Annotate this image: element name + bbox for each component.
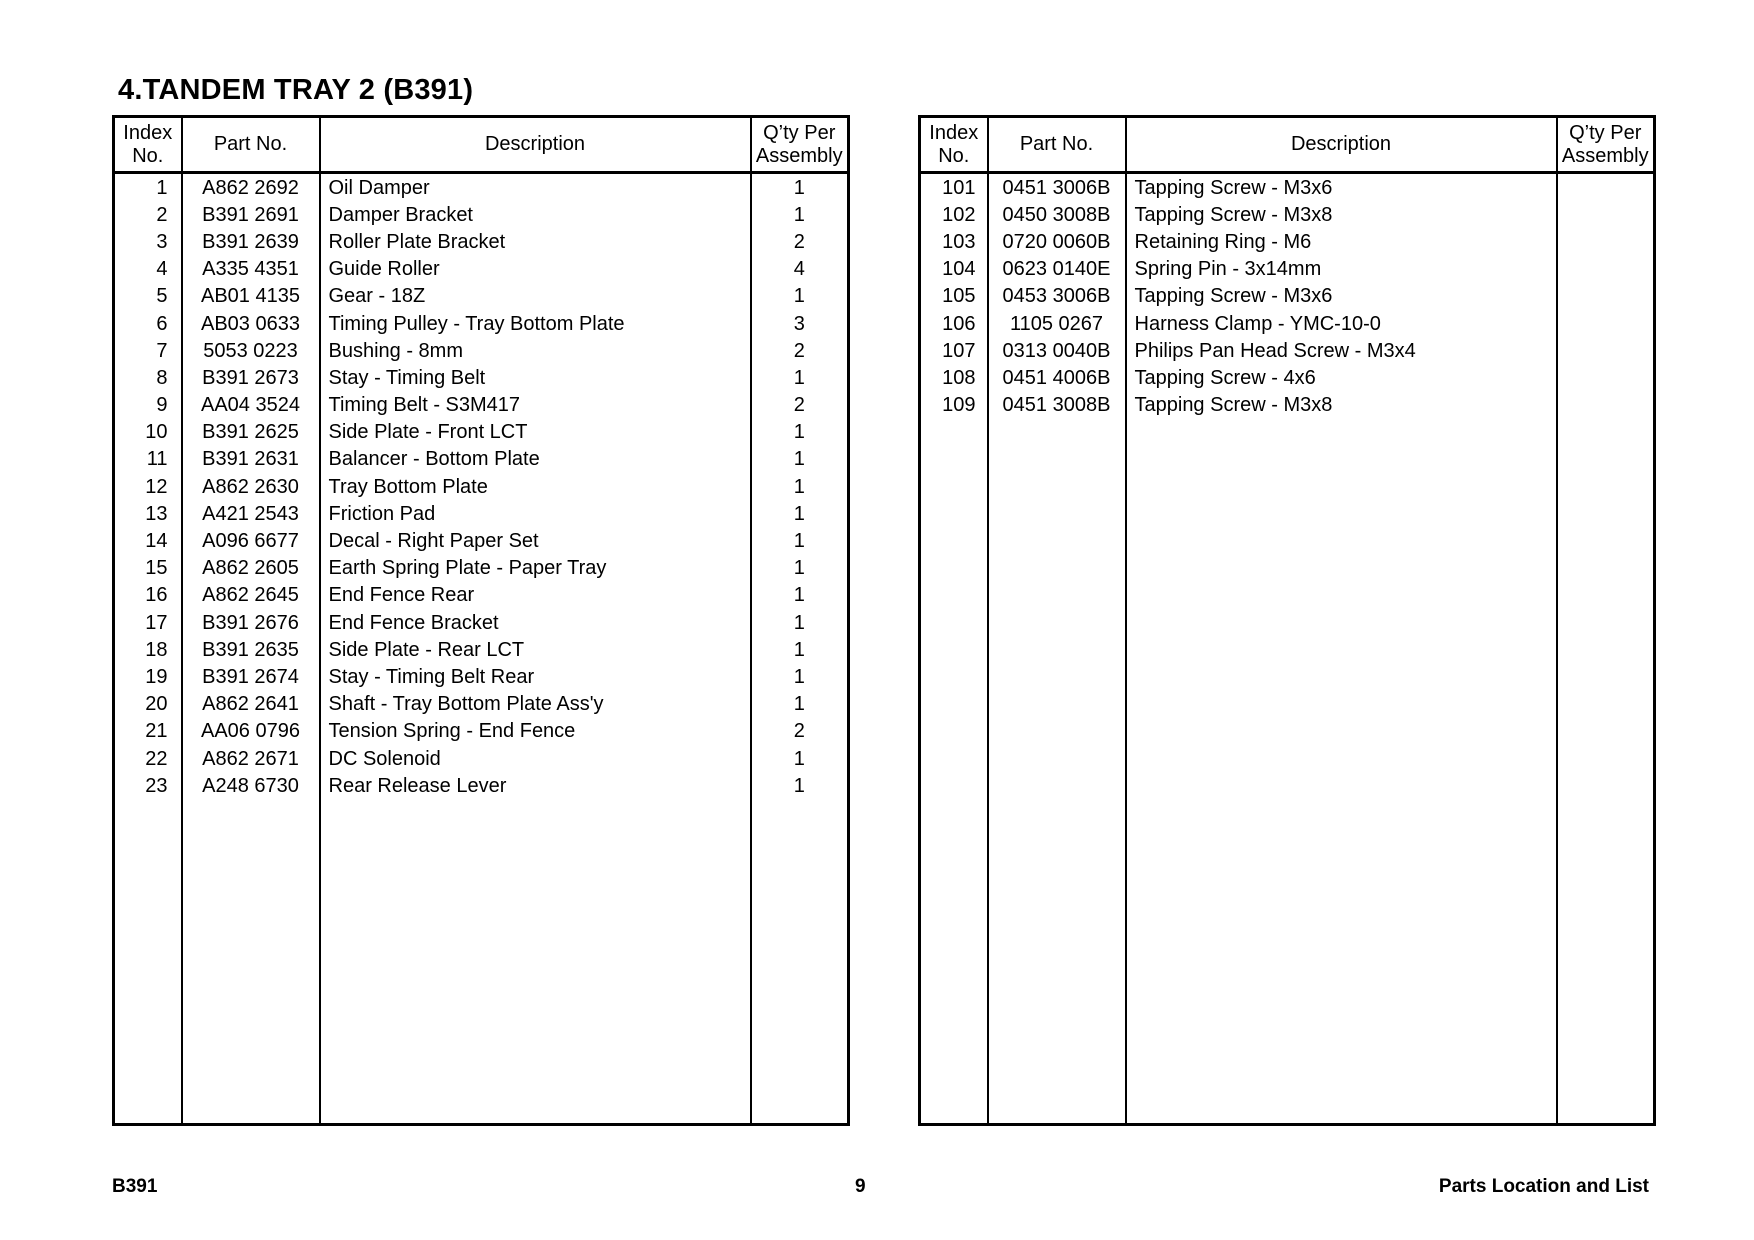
index-cell: 102 [942, 203, 976, 226]
table-row [114, 256, 849, 283]
qty-cell: 1 [751, 691, 849, 718]
footer-page-number: 9 [855, 1176, 866, 1197]
description-cell: Timing Pulley - Tray Bottom Plate [320, 310, 751, 337]
part-no-cell: 0451 3008B [988, 392, 1126, 419]
table-row [114, 446, 849, 473]
table-row [920, 228, 1655, 255]
part-no-cell: 0451 3006B [988, 173, 1126, 202]
description-cell: DC Solenoid [320, 745, 751, 772]
table-row [114, 419, 849, 446]
table-row [114, 337, 849, 364]
table-filler-row [114, 799, 849, 1124]
description-cell: Damper Bracket [320, 201, 751, 228]
description-cell: Friction Pad [320, 500, 751, 527]
part-no-cell: B391 2673 [182, 364, 320, 391]
qty-cell: 2 [751, 392, 849, 419]
part-no-cell: 0623 0140E [988, 256, 1126, 283]
parts-table-right [918, 115, 1656, 1126]
qty-cell: 2 [751, 337, 849, 364]
description-cell: Gear - 18Z [320, 283, 751, 310]
description-cell: Tapping Screw - M3x8 [1126, 201, 1557, 228]
table-row [114, 228, 849, 255]
table-row [114, 473, 849, 500]
index-cell: 5 [156, 285, 168, 308]
table-row [114, 500, 849, 527]
index-cell: 23 [145, 774, 168, 797]
qty-cell: 1 [751, 636, 849, 663]
qty-cell: 1 [751, 364, 849, 391]
qty-cell: 1 [751, 419, 849, 446]
index-cell: 109 [942, 394, 976, 417]
table-row [920, 283, 1655, 310]
header-description: Description [320, 117, 751, 173]
qty-cell: 1 [751, 527, 849, 554]
parts-table-left-body [114, 173, 849, 1125]
qty-cell [1557, 256, 1655, 283]
part-no-cell: A248 6730 [182, 772, 320, 799]
description-cell: Guide Roller [320, 256, 751, 283]
part-no-cell: A421 2543 [182, 500, 320, 527]
part-no-cell: 1105 0267 [988, 310, 1126, 337]
table-row [920, 337, 1655, 364]
table-row [114, 527, 849, 554]
empty-cell [1557, 419, 1655, 1125]
table-row [114, 364, 849, 391]
index-cell: 107 [942, 339, 976, 362]
table-row [920, 310, 1655, 337]
table-header-row [114, 117, 849, 173]
footer-model-code: B391 [112, 1176, 158, 1197]
description-cell: Timing Belt - S3M417 [320, 392, 751, 419]
header-index-no: Index No. [114, 117, 182, 173]
description-cell: Tapping Screw - M3x8 [1126, 392, 1557, 419]
index-cell: 21 [145, 720, 168, 743]
empty-cell [114, 799, 182, 1124]
index-cell: 18 [145, 638, 168, 661]
index-cell: 16 [145, 584, 168, 607]
part-no-cell: B391 2676 [182, 609, 320, 636]
table-header-row [920, 117, 1655, 173]
part-no-cell: 0720 0060B [988, 228, 1126, 255]
index-cell: 2 [156, 203, 168, 226]
part-no-cell: 0453 3006B [988, 283, 1126, 310]
part-no-cell: A862 2645 [182, 582, 320, 609]
part-no-cell: A096 6677 [182, 527, 320, 554]
header-description: Description [1126, 117, 1557, 173]
description-cell: Retaining Ring - M6 [1126, 228, 1557, 255]
qty-cell: 2 [751, 228, 849, 255]
qty-cell: 1 [751, 555, 849, 582]
index-cell: 103 [942, 230, 976, 253]
index-cell: 11 [146, 448, 168, 471]
index-cell: 17 [145, 611, 168, 634]
table-row [114, 392, 849, 419]
description-cell: Earth Spring Plate - Paper Tray [320, 555, 751, 582]
index-cell: 1 [156, 176, 168, 199]
qty-cell [1557, 283, 1655, 310]
index-cell: 15 [145, 557, 168, 580]
description-cell: Bushing - 8mm [320, 337, 751, 364]
description-cell: Oil Damper [320, 173, 751, 202]
index-cell: 10 [145, 421, 168, 444]
part-no-cell: 0313 0040B [988, 337, 1126, 364]
qty-cell [1557, 173, 1655, 202]
table-row [114, 609, 849, 636]
index-cell: 101 [942, 176, 976, 199]
index-cell: 12 [145, 475, 168, 498]
qty-cell: 1 [751, 663, 849, 690]
table-row [114, 772, 849, 799]
table-row [114, 173, 849, 202]
table-row [114, 283, 849, 310]
description-cell: Stay - Timing Belt [320, 364, 751, 391]
index-cell: 106 [942, 312, 976, 335]
qty-cell: 1 [751, 446, 849, 473]
part-no-cell: A335 4351 [182, 256, 320, 283]
table-row [920, 201, 1655, 228]
empty-cell [751, 799, 849, 1124]
description-cell: Decal - Right Paper Set [320, 527, 751, 554]
index-cell: 20 [145, 693, 168, 716]
description-cell: Shaft - Tray Bottom Plate Ass'y [320, 691, 751, 718]
table-filler-row [920, 419, 1655, 1125]
description-cell: Tapping Screw - M3x6 [1126, 173, 1557, 202]
part-no-cell: A862 2630 [182, 473, 320, 500]
table-row [114, 663, 849, 690]
header-qty-per-assembly: Q’ty Per Assembly [1557, 117, 1655, 173]
index-cell: 108 [942, 366, 976, 389]
index-cell: 4 [156, 258, 168, 281]
table-row [920, 364, 1655, 391]
description-cell: Balancer - Bottom Plate [320, 446, 751, 473]
table-row [920, 256, 1655, 283]
part-no-cell: A862 2671 [182, 745, 320, 772]
empty-cell [320, 799, 751, 1124]
description-cell: Tension Spring - End Fence [320, 718, 751, 745]
part-no-cell: 5053 0223 [182, 337, 320, 364]
part-no-cell: 0450 3008B [988, 201, 1126, 228]
description-cell: End Fence Rear [320, 582, 751, 609]
parts-table-left [112, 115, 850, 1126]
table-row [114, 555, 849, 582]
qty-cell: 1 [751, 283, 849, 310]
empty-cell [988, 419, 1126, 1125]
table-row [114, 582, 849, 609]
part-no-cell: AA04 3524 [182, 392, 320, 419]
index-cell: 22 [145, 747, 168, 770]
index-cell: 14 [145, 530, 168, 553]
table-row [114, 201, 849, 228]
index-cell: 13 [145, 502, 168, 525]
description-cell: Spring Pin - 3x14mm [1126, 256, 1557, 283]
qty-cell [1557, 364, 1655, 391]
index-cell: 104 [942, 258, 976, 281]
qty-cell: 1 [751, 500, 849, 527]
footer-section-title: Parts Location and List [1438, 1176, 1649, 1197]
part-no-cell: B391 2639 [182, 228, 320, 255]
part-no-cell: AA06 0796 [182, 718, 320, 745]
table-row [920, 173, 1655, 202]
index-cell: 8 [156, 366, 168, 389]
qty-cell: 1 [751, 745, 849, 772]
qty-cell: 1 [751, 582, 849, 609]
table-row [920, 392, 1655, 419]
header-qty-per-assembly: Q’ty Per Assembly [751, 117, 849, 173]
description-cell: Tray Bottom Plate [320, 473, 751, 500]
description-cell: Tapping Screw - 4x6 [1126, 364, 1557, 391]
description-cell: Tapping Screw - M3x6 [1126, 283, 1557, 310]
index-cell: 6 [156, 312, 168, 335]
part-no-cell: B391 2691 [182, 201, 320, 228]
index-cell: 7 [156, 339, 168, 362]
table-row [114, 718, 849, 745]
description-cell: Rear Release Lever [320, 772, 751, 799]
parts-table-right-body [920, 173, 1655, 1125]
header-part-no: Part No. [988, 117, 1126, 173]
description-cell: Side Plate - Front LCT [320, 419, 751, 446]
table-row [114, 745, 849, 772]
part-no-cell: B391 2674 [182, 663, 320, 690]
qty-cell: 1 [751, 201, 849, 228]
part-no-cell: B391 2631 [182, 446, 320, 473]
qty-cell [1557, 337, 1655, 364]
qty-cell [1557, 228, 1655, 255]
part-no-cell: AB01 4135 [182, 283, 320, 310]
qty-cell [1557, 392, 1655, 419]
description-cell: Roller Plate Bracket [320, 228, 751, 255]
description-cell: End Fence Bracket [320, 609, 751, 636]
qty-cell: 4 [751, 256, 849, 283]
qty-cell [1557, 201, 1655, 228]
index-cell: 19 [145, 665, 168, 688]
description-cell: Stay - Timing Belt Rear [320, 663, 751, 690]
part-no-cell: B391 2625 [182, 419, 320, 446]
part-no-cell: 0451 4006B [988, 364, 1126, 391]
index-cell: 3 [156, 230, 168, 253]
qty-cell: 1 [751, 173, 849, 202]
part-no-cell: AB03 0633 [182, 310, 320, 337]
description-cell: Side Plate - Rear LCT [320, 636, 751, 663]
description-cell: Philips Pan Head Screw - M3x4 [1126, 337, 1557, 364]
qty-cell: 1 [751, 772, 849, 799]
qty-cell: 2 [751, 718, 849, 745]
part-no-cell: B391 2635 [182, 636, 320, 663]
description-cell: Harness Clamp - YMC-10-0 [1126, 310, 1557, 337]
page-title: 4.TANDEM TRAY 2 (B391) [118, 74, 474, 106]
empty-cell [920, 419, 988, 1125]
empty-cell [182, 799, 320, 1124]
part-no-cell: A862 2605 [182, 555, 320, 582]
index-cell: 9 [156, 394, 168, 417]
part-no-cell: A862 2692 [182, 173, 320, 202]
table-row [114, 691, 849, 718]
qty-cell: 3 [751, 310, 849, 337]
qty-cell: 1 [751, 609, 849, 636]
table-row [114, 636, 849, 663]
part-no-cell: A862 2641 [182, 691, 320, 718]
qty-cell [1557, 310, 1655, 337]
header-part-no: Part No. [182, 117, 320, 173]
qty-cell: 1 [751, 473, 849, 500]
header-index-no: Index No. [920, 117, 988, 173]
empty-cell [1126, 419, 1557, 1125]
index-cell: 105 [942, 285, 976, 308]
table-row [114, 310, 849, 337]
